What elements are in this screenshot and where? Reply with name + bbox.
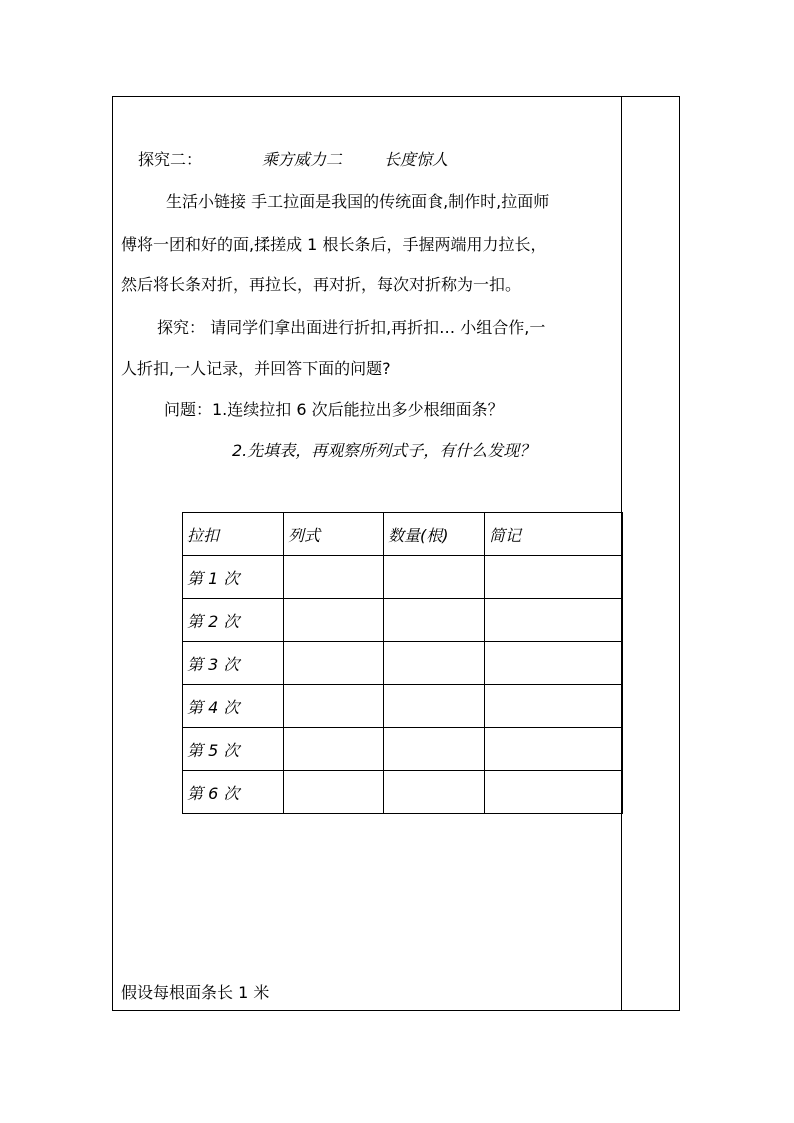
- expression-cell[interactable]: [284, 599, 384, 642]
- expression-cell[interactable]: [284, 685, 384, 728]
- row-label: 第 2 次: [183, 599, 284, 642]
- shorthand-cell[interactable]: [485, 728, 623, 771]
- row-label: 第 4 次: [183, 685, 284, 728]
- table-row: [183, 771, 623, 814]
- life-link-line-3: 然后将长条对折，再拉长，再对折，每次对折称为一扣。: [121, 275, 522, 294]
- quantity-cell[interactable]: [384, 642, 485, 685]
- header-cell-shorthand: 简记: [485, 513, 623, 556]
- life-link-line-1: 生活小链接 手工拉面是我国的传统面食,制作时,拉面师: [166, 192, 550, 211]
- header-cell-expression: 列式: [284, 513, 384, 556]
- row-label: 第 5 次: [183, 728, 284, 771]
- explore-line-1: 探究： 请同学们拿出面进行折扣,再折扣… 小组合作,一: [157, 318, 546, 337]
- section-subtitle-1: 乘方威力二: [262, 150, 343, 169]
- shorthand-cell[interactable]: [485, 599, 623, 642]
- section-subtitle-2: 长度惊人: [384, 150, 449, 169]
- section-heading: 探究二：: [138, 150, 203, 169]
- expression-cell[interactable]: [284, 556, 384, 599]
- quantity-cell[interactable]: [384, 771, 485, 814]
- record-table: [182, 512, 623, 814]
- table-row: [183, 642, 623, 685]
- shorthand-cell[interactable]: [485, 685, 623, 728]
- header-cell-quantity: 数量(根): [384, 513, 485, 556]
- shorthand-cell[interactable]: [485, 556, 623, 599]
- shorthand-cell[interactable]: [485, 771, 623, 814]
- table-row: [183, 556, 623, 599]
- table-row: [183, 728, 623, 771]
- expression-cell[interactable]: [284, 771, 384, 814]
- row-label: 第 1 次: [183, 556, 284, 599]
- explore-line-2: 人折扣,一人记录，并回答下面的问题?: [121, 359, 391, 378]
- life-link-line-2: 傅将一团和好的面,揉搓成 1 根长条后，手握两端用力拉长，: [121, 235, 547, 254]
- header-cell-pull: 拉扣: [183, 513, 284, 556]
- quantity-cell[interactable]: [384, 685, 485, 728]
- question-2: 2.先填表，再观察所列式子，有什么发现？: [232, 441, 536, 460]
- quantity-cell[interactable]: [384, 728, 485, 771]
- shorthand-cell[interactable]: [485, 642, 623, 685]
- question-1: 问题：1.连续拉扣 6 次后能拉出多少根细面条？: [164, 400, 504, 419]
- quantity-cell[interactable]: [384, 556, 485, 599]
- footer-note: 假设每根面条长 1 米: [121, 983, 270, 1002]
- table-row: [183, 599, 623, 642]
- row-label: 第 6 次: [183, 771, 284, 814]
- row-label: 第 3 次: [183, 642, 284, 685]
- quantity-cell[interactable]: [384, 599, 485, 642]
- table-row: [183, 685, 623, 728]
- table-header-row: [183, 513, 623, 556]
- expression-cell[interactable]: [284, 642, 384, 685]
- expression-cell[interactable]: [284, 728, 384, 771]
